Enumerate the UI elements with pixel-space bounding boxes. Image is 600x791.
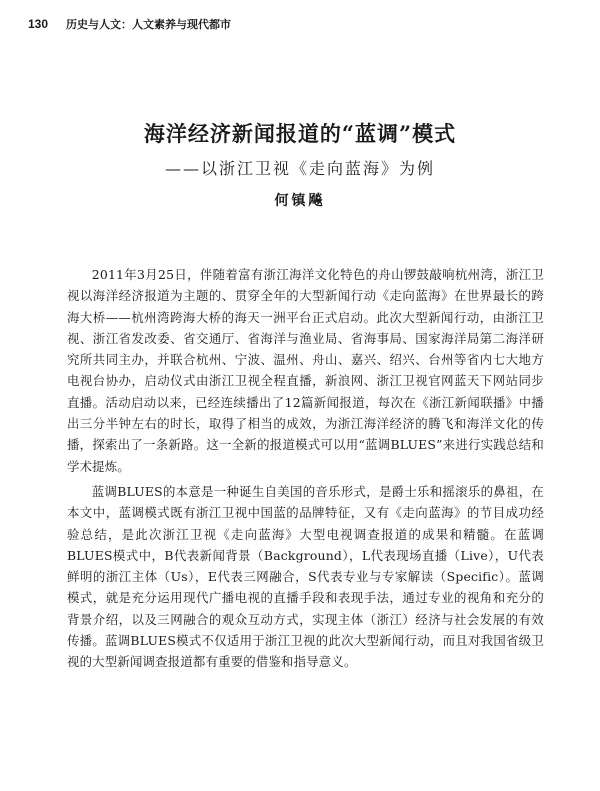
article-body (67, 264, 544, 677)
article-subtitle: ——以浙江卫视《走向蓝海》为例 (164, 159, 435, 178)
running-title: 历史与人文：人文素养与现代都市 (66, 18, 232, 31)
article-author: 何镇飚 (274, 193, 326, 209)
page-header (28, 16, 578, 32)
article-title: 海洋经济新闻报道的“蓝调”模式 (143, 121, 457, 146)
body-paragraph: 2011年3月25日，伴随着富有浙江海洋文化特色的舟山锣鼓敲响杭州湾，浙江卫视以海洋经济报道为主题的、贯穿全年的大型新闻行动《走向蓝海》在世界最长的跨海大桥——杭州湾跨海大桥的海天一洲平台正式启动。此次大型新闻行动，由浙江卫视、浙江省发改委、省交通厅、省海洋与渔业局、省海事局、国家海洋局第二海洋研究所共同主办，并联合杭州、宁波、温州、舟山、嘉兴、绍兴、台州等省内七大地方电视台协办，启动仪式由浙江卫视全程直播，新浪网、浙江卫视官网蓝天下网站同步直播。活动启动以来，已经连续播出了12篇新闻报道，每次在《浙江新闻联播》中播出三分半钟左右的时长，取得了相当的成效，为浙江海洋经济的腾飞和海洋文化的传播，探索出了一条新路。这一全新的报道模式可以用“蓝调BLUES”来进行实践总结和学术提炼。 (67, 267, 544, 474)
body-paragraph: 蓝调BLUES的本意是一种诞生自美国的音乐形式，是爵士乐和摇滚乐的鼻祖，在本文中，蓝调模式既有浙江卫视中国蓝的品牌特征，又有《走向蓝海》的节目成功经验总结，是此次浙江卫视《走向蓝海》大型电视调查报道的成果和精髓。在蓝调BLUES模式中，B代表新闻背景（Background），L代表现场直播（Live），U代表鲜明的浙江主体（Us），E代表三网融合，S代表专业与专家解读（Specific）。蓝调模式，就是充分运用现代广播电视的直播手段和表现手法，通过专业的视角和充分的背景介绍，以及三网融合的观众互动方式，实现主体（浙江）经济与社会发展的有效传播。蓝调BLUES模式不仅适用于浙江卫视的此次大型新闻行动，而且对我国省级卫视的大型新闻调查报道都有重要的借鉴和指导意义。 (67, 483, 544, 670)
page-number: 130 (28, 17, 49, 31)
